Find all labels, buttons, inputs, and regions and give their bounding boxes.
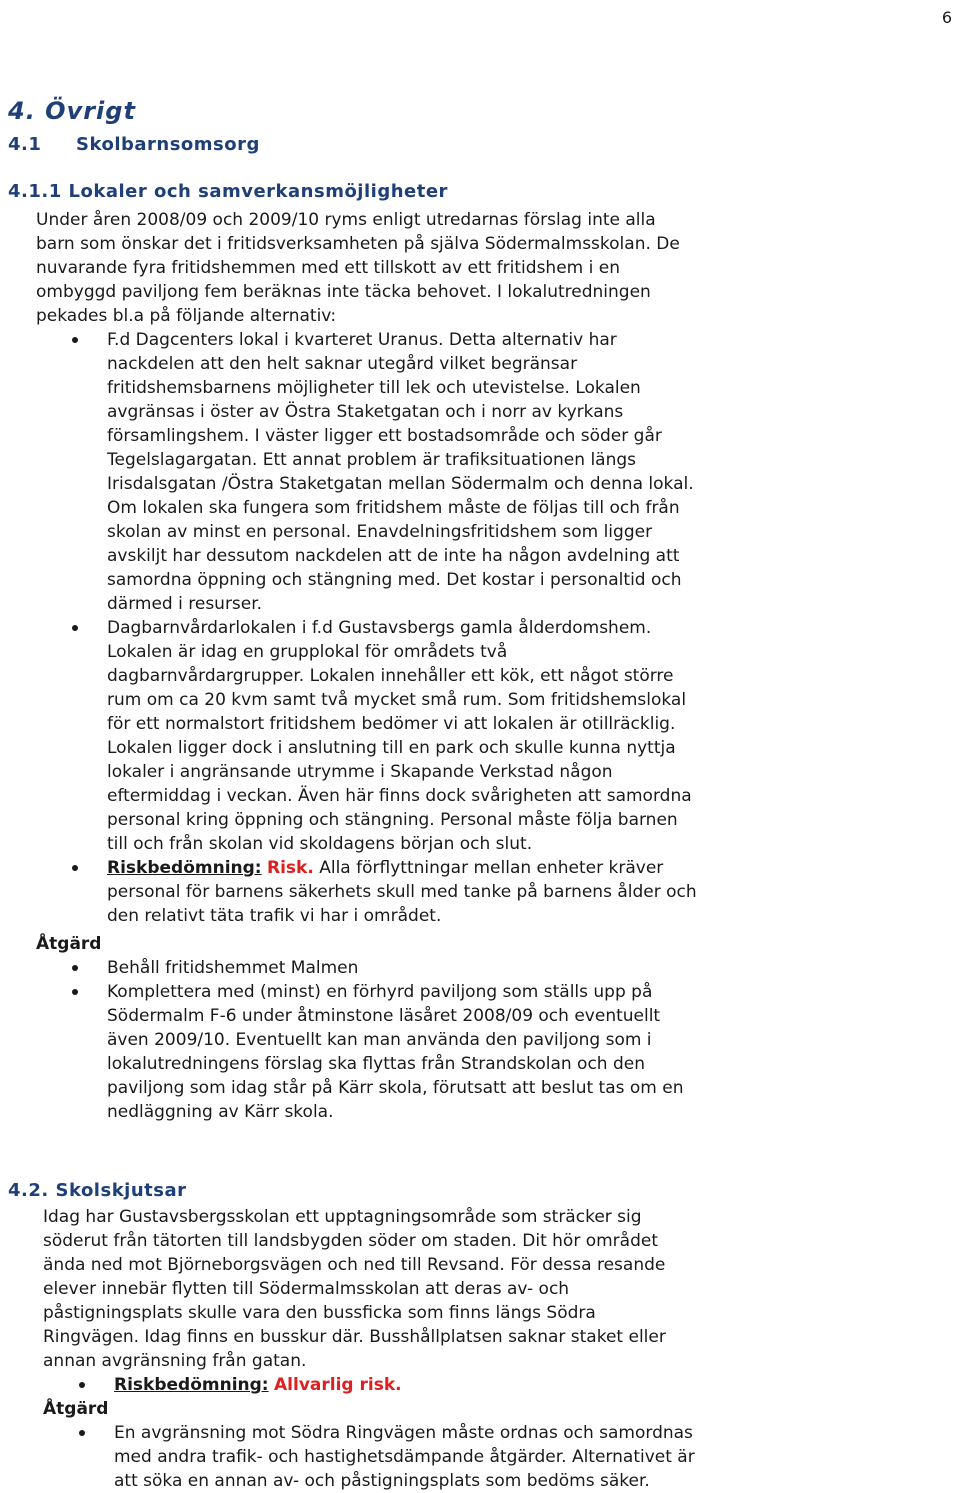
list-item [36,980,816,1124]
text-line: barn som önskar det i fritidsverksamheten på själva Södermalmsskolan. De [36,234,680,254]
text-line: Komplettera med (minst) en förhyrd paviljong som ställs upp på [107,982,653,1002]
text-line: eftermiddag i veckan. Även här finns dock svårigheten att samordna [107,786,692,806]
text-line: till och från skolan vid skoldagens början och slut. [107,834,533,854]
text-line: församlingshem. I väster ligger ett bostadsområde och söder går [107,426,662,446]
text-line: därmed i resurser. [107,594,263,614]
text-line: samordna öppning och stängning med. Det kostar i personaltid och [107,570,682,590]
page-number: 6 [941,8,952,27]
text-line: personal kring öppning och stängning. Personal måste följa barnen [107,810,678,830]
text-line: avgränsas i öster av Östra Staketgatan och i norr av kyrkans [107,402,624,422]
risk-label: Riskbedömning: [107,858,262,878]
text-line: Idag har Gustavsbergsskolan ett upptagningsområde som sträcker sig [43,1207,642,1227]
text-line: Lokalen är idag en grupplokal för områdets två [107,642,508,662]
text-line: Södermalm F-6 under åtminstone läsåret 2008/09 och eventuellt [107,1006,661,1026]
text-line: skolan av minst en personal. Enavdelningsfritidshem som ligger [107,522,653,542]
text-line: Dagbarnvårdarlokalen i f.d Gustavsbergs gamla ålderdomshem. [107,618,652,638]
text-line: Om lokalen ska fungera som fritidshem måste de följas till och från [107,498,680,518]
alternatives-list [36,328,816,928]
text-line: den relativt täta trafik vi har i området. [107,906,442,926]
atgard-heading: Åtgärd [36,934,102,954]
heading-4-1-1: 4.1.1 Lokaler och samverkansmöjligheter [8,181,448,202]
text-line: lokaler i angränsande utrymme i Skapande Verkstad någon [107,762,613,782]
heading-4-2: 4.2. Skolskjutsar [8,1180,187,1201]
text-line: Tegelslagargatan. Ett annat problem är trafiksituationen längs [107,450,637,470]
bullet-icon [72,625,78,631]
atgard-list-4-2 [43,1421,823,1493]
text-line: Ringvägen. Idag finns en busskur där. Busshållplatsen saknar staket eller [43,1327,666,1347]
list-item [36,328,816,616]
text-line: nackdelen att den helt saknar utegård vilket begränsar [107,354,578,374]
text-line: Irisdalsgatan /Östra Staketgatan mellan Södermalm och denna lokal. [107,474,694,494]
list-item [36,616,816,856]
heading-4-1-title: Skolbarnsomsorg [76,134,260,155]
list-item-risk [43,1373,823,1397]
text-line: Behåll fritidshemmet Malmen [107,958,359,978]
text-line: paviljong som idag står på Kärr skola, förutsatt att beslut tas om en [107,1078,684,1098]
atgard-heading: Åtgärd [43,1399,109,1419]
risk-text: Alla förflyttningar mellan enheter kräver [313,858,664,878]
text-line: nuvarande fyra fritidshemmen med ett tillskott av ett fritidshem i en [36,258,620,278]
text-line: söderut från tätorten till landsbygden söder om staden. Dit hör området [43,1231,658,1251]
heading-main: 4. Övrigt [8,97,136,125]
text-line: personal för barnens säkerhets skull med tanke på barnens ålder och [107,882,697,902]
text-line: ända ned mot Björneborgsvägen och ned till Revsand. För dessa resande [43,1255,666,1275]
bullet-icon [72,989,78,995]
risk-list-4-2 [43,1373,823,1397]
text-line: annan avgränsning från gatan. [43,1351,307,1371]
text-line: för ett normalstort fritidshem bedömer vi att lokalen är otillräcklig. [107,714,676,734]
list-item [36,956,816,980]
text-line: att söka en annan av- och påstigningsplats som bedöms säker. [114,1471,650,1491]
intro-paragraph [36,208,796,328]
text-line: F.d Dagcenters lokal i kvarteret Uranus. Detta alternativ har [107,330,617,350]
bullet-icon [72,965,78,971]
text-line: lokalutredningens förslag ska flyttas från Strandskolan och den [107,1054,646,1074]
bullet-icon [72,337,78,343]
bullet-icon [79,1430,85,1436]
heading-4-1-number: 4.1 [8,134,42,155]
text-line: Under åren 2008/09 och 2009/10 ryms enligt utredarnas förslag inte alla [36,210,656,230]
text-line: ombyggd paviljong fem beräknas inte täcka behovet. I lokalutredningen [36,282,651,302]
heading-4-1 [8,134,260,155]
text-line: rum om ca 20 kvm samt två mycket små rum. Som fritidshemslokal [107,690,687,710]
risk-value: Risk. [267,858,314,878]
atgard-list [36,956,816,1124]
text-line: med andra trafik- och hastighetsdämpande åtgärder. Alternativet är [114,1447,695,1467]
text-line: avskiljt har dessutom nackdelen att de inte ha någon avdelning att [107,546,680,566]
text-line: nedläggning av Kärr skola. [107,1102,334,1122]
bullet-icon [72,865,78,871]
text-line: Lokalen ligger dock i anslutning till en park och skulle kunna nyttja [107,738,676,758]
text-line: även 2009/10. Eventuellt kan man använda den paviljong som i [107,1030,652,1050]
risk-value: Allvarlig risk. [274,1375,402,1395]
text-line: pekades bl.a på följande alternativ: [36,306,337,326]
text-line: påstigningsplats skulle vara den bussficka som finns längs Södra [43,1303,596,1323]
text-line: fritidshemsbarnens möjligheter till lek och utevistelse. Lokalen [107,378,641,398]
risk-line [107,856,816,880]
bullet-icon [79,1382,85,1388]
list-item [43,1421,823,1493]
text-line: dagbarnvårdargrupper. Lokalen innehåller ett kök, ett något större [107,666,674,686]
list-item-risk [36,856,816,928]
text-line: elever innebär flytten till Södermalmsskolan att deras av- och [43,1279,570,1299]
risk-label: Riskbedömning: [114,1375,269,1395]
text-line: En avgränsning mot Södra Ringvägen måste ordnas och samordnas [114,1423,693,1443]
skolskjutsar-paragraph [43,1205,803,1373]
